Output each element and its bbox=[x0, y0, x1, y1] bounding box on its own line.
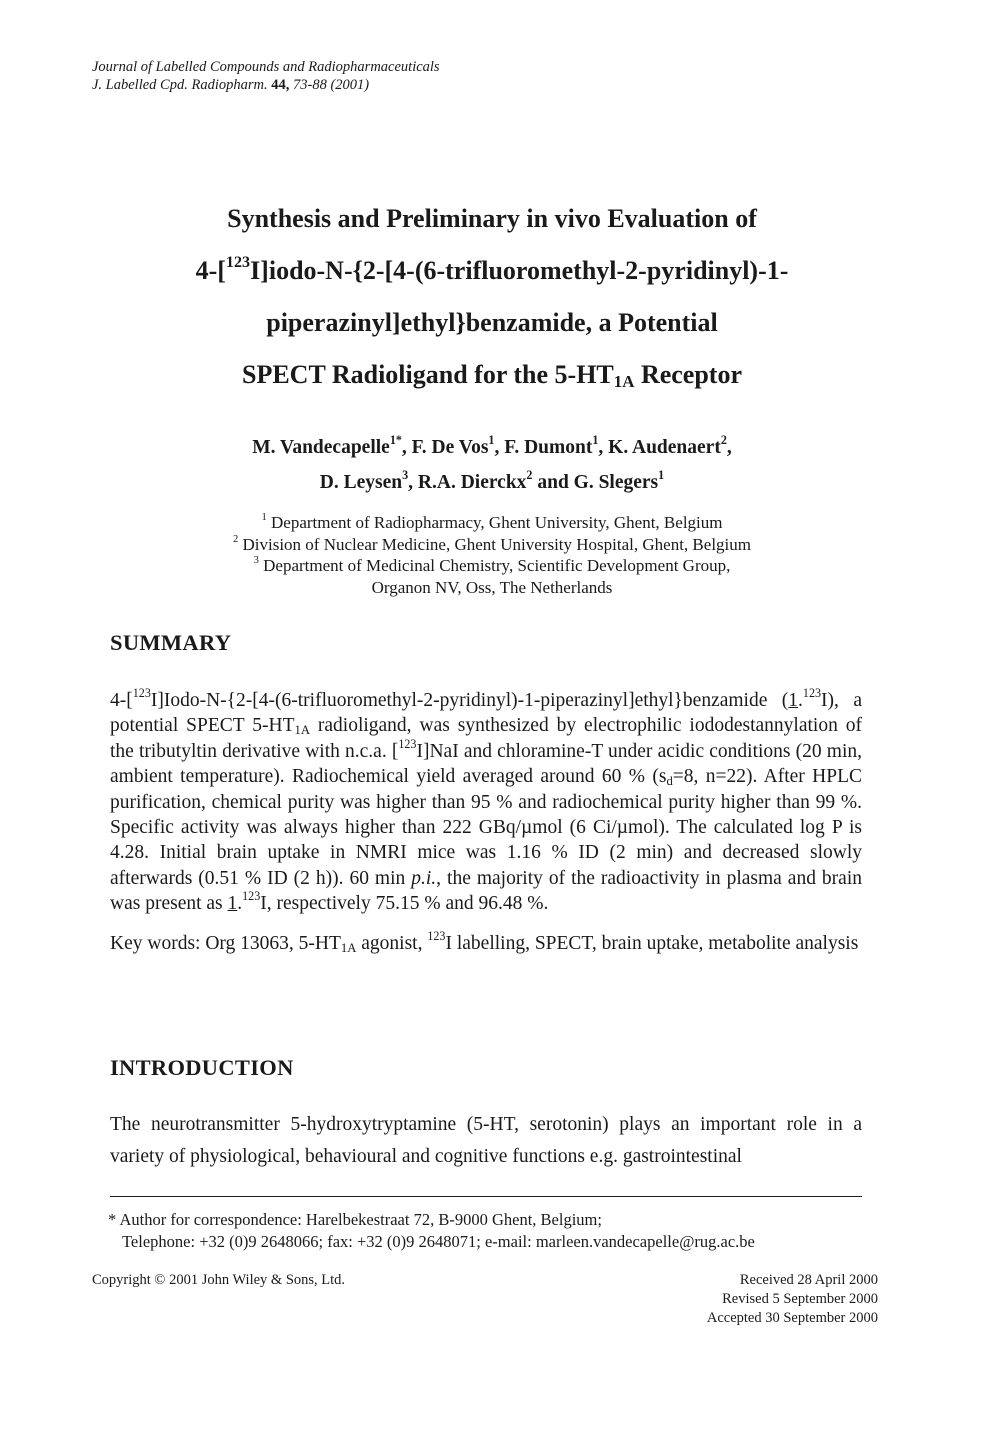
title-line-3: piperazinyl]ethyl}benzamide, a Potential bbox=[266, 308, 718, 337]
affiliation-3: $^3$ Department of Medicinal Chemistry, Scientific Development Group, bbox=[253, 555, 731, 575]
received-date: Received 28 April 2000 bbox=[739, 1272, 878, 1288]
journal-pages: 73-88 (2001) bbox=[292, 77, 370, 93]
affiliation-2: $^2$ Division of Nuclear Medicine, Ghent University Hospital, Ghent, Belgium bbox=[232, 533, 751, 554]
author-list bbox=[120, 434, 864, 504]
summary-section bbox=[110, 685, 862, 956]
footnote-divider bbox=[110, 1196, 862, 1197]
author-line-2: D. Leysen$^3$, R.A. Dierckx$^2$ and G. Slegers$^1$ bbox=[319, 467, 665, 493]
summary-paragraph: 4-[$^{123}$I]Iodo-N-{2-[4-(6-trifluoromethyl-2-pyridinyl)-1-piperazinyl]ethyl}benzamide (1.$^{123}$I), a potential SPECT $5-HT_{1A}$ radioligand, was synthesized by electrophilic iododestannylation of the tributyltin derivative with n.c.a. [$^{123}$I]NaI and chloramine-T under acidic conditions (20 min, ambient temperature). Radiochemical yield averaged around 60 % ($s_d=8$, n=22). After HPLC purification, chemical purity was higher than 95 % and radiochemical purity higher than 99 %. Specific activity was always higher than 222 GBq/µmol (6 Ci/µmol). The calculated log P is 4.28. Initial brain uptake in NMRI mice was 1.16 % ID (2 min) and decreased slowly afterwards (0.51 % ID (2 h)). 60 min p.i., the majority of the radioactivity in plasma and brain was present as 1.$^{123}$I, respectively 75.15 % and 96.48 %. bbox=[110, 685, 862, 915]
title-line-2: 4-[$^{123}$I]iodo-N-{2-[4-(6-trifluoromethyl-2-pyridinyl)-1- bbox=[195, 253, 789, 285]
accepted-date: Accepted 30 September 2000 bbox=[706, 1310, 878, 1326]
introduction-heading: INTRODUCTION bbox=[110, 1055, 294, 1080]
footnote-line-1: * Author for correspondence: Harelbekestraat 72, B-9000 Ghent, Belgium; bbox=[108, 1210, 602, 1229]
copyright-notice: Copyright © 2001 John Wiley & Sons, Ltd. bbox=[92, 1272, 346, 1288]
paper-title bbox=[120, 197, 864, 405]
summary-heading: SUMMARY bbox=[110, 630, 232, 655]
keywords-paragraph: Key words: Org 13063, $5-HT_{1A}$ agonist, $^{123}$I labelling, SPECT, brain uptake, metabolite analysis bbox=[110, 928, 859, 955]
author-line-1: M. Vandecapelle$^{1*}$, F. De Vos$^1$, F. Dumont$^1$, K. Audenaert$^2$, bbox=[252, 432, 732, 458]
footnote-line-2: Telephone: +32 (0)9 2648066; fax: +32 (0)9 2648071; e-mail: marleen.vandecapelle@rug.ac.be bbox=[122, 1232, 755, 1251]
title-line-1: Synthesis and Preliminary in vivo Evaluation of bbox=[227, 204, 757, 233]
affiliation-1: $^1$ Department of Radiopharmacy, Ghent University, Ghent, Belgium bbox=[261, 512, 723, 532]
journal-header bbox=[92, 58, 440, 94]
journal-name: Journal of Labelled Compounds and Radiopharmaceuticals bbox=[92, 59, 440, 75]
revised-date: Revised 5 September 2000 bbox=[722, 1291, 878, 1307]
introduction-paragraph: The neurotransmitter 5-hydroxytryptamine (5-HT, serotonin) plays an important role in a variety of physiological, behavioural and cognitive functions e.g. gastrointestinal bbox=[110, 1114, 862, 1167]
journal-citation: J. Labelled Cpd. Radiopharm. 44, 73-88 (2001) bbox=[92, 77, 370, 93]
correspondence-footnote bbox=[108, 1209, 755, 1253]
affiliation-3-cont: Organon NV, Oss, The Netherlands bbox=[371, 577, 613, 597]
introduction-section bbox=[110, 1109, 862, 1173]
affiliations bbox=[120, 512, 864, 598]
title-line-4: SPECT Radioligand for the $5-HT_{1A}$ Receptor bbox=[242, 360, 742, 392]
submission-dates bbox=[707, 1271, 878, 1328]
journal-volume: 44, bbox=[271, 77, 290, 93]
